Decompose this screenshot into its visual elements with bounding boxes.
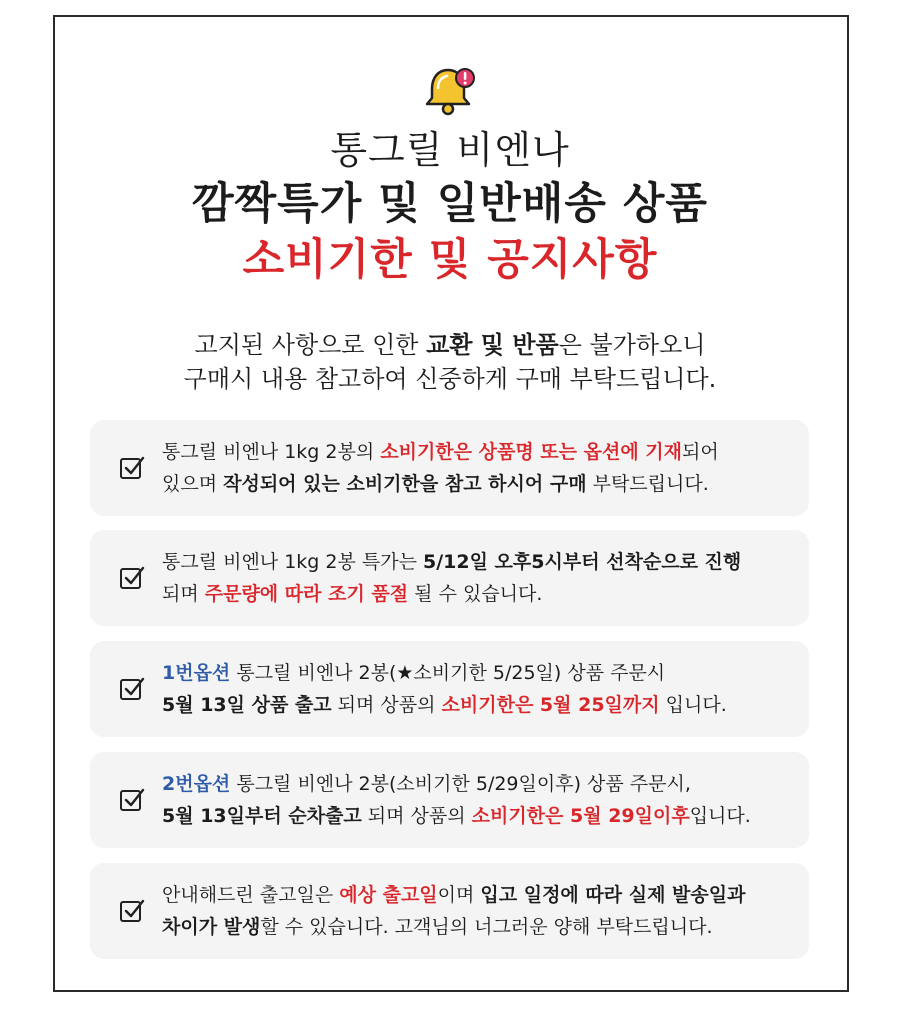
option-label: 1번옵션 — [162, 662, 231, 684]
text-bold: 차이가 발생 — [162, 916, 261, 938]
checkbox-icon — [118, 454, 146, 482]
text-part: 입니다. — [689, 805, 751, 827]
intro-text — [0, 328, 900, 396]
checkbox-icon — [118, 675, 146, 703]
text-part: 되며 — [162, 583, 205, 605]
notice-text — [162, 879, 802, 943]
text-highlight: 예상 출고일 — [339, 884, 438, 906]
notice-line — [162, 436, 802, 468]
notice-text — [162, 546, 802, 610]
checkbox-icon — [118, 897, 146, 925]
notice-card-1 — [90, 420, 809, 516]
text-part: 할 수 있습니다. 고객님의 너그러운 양해 부탁드립니다. — [260, 916, 713, 938]
notice-card-2 — [90, 530, 809, 626]
text-bold: 입고 일정에 따라 실제 발송일과 — [480, 884, 746, 906]
text-part: 안내해드린 출고일은 — [162, 884, 340, 906]
notice-line — [162, 911, 802, 943]
intro-line-1 — [0, 328, 900, 362]
notice-text — [162, 436, 802, 500]
text-highlight: 소비기한은 5월 29일이후 — [471, 805, 690, 827]
notice-line — [162, 657, 802, 689]
text-part: 입니다. — [659, 694, 727, 716]
text-part: 되어 — [682, 441, 719, 463]
text-bold: 작성되어 있는 소비기한을 참고 하시어 구매 — [223, 473, 587, 495]
text-part: 통그릴 비엔나 2봉(★소비기한 5/25일) 상품 주문시 — [230, 662, 666, 684]
notice-line — [162, 468, 802, 500]
intro-highlight: 교환 및 반품 — [426, 331, 559, 359]
notice-card-4 — [90, 752, 809, 848]
notice-text — [162, 657, 802, 721]
text-part: 이며 — [437, 884, 481, 906]
text-highlight: 주문량에 따라 조기 품절 — [204, 583, 409, 605]
notice-line — [162, 800, 802, 832]
title-subject: 깜짝특가 및 일반배송 상품 — [192, 179, 708, 229]
notice-card-3 — [90, 641, 809, 737]
notice-line — [162, 879, 802, 911]
checkbox-icon — [118, 786, 146, 814]
intro-text-part: 고지된 사항으로 인한 — [194, 331, 427, 359]
text-part: 통그릴 비엔나 1kg 2봉의 — [162, 441, 381, 463]
text-part: 통그릴 비엔나 2봉(소비기한 5/29일이후) 상품 주문시, — [230, 773, 691, 795]
text-highlight: 소비기한은 상품명 또는 옵션에 기재 — [380, 441, 683, 463]
bell-alert-icon — [423, 64, 477, 118]
text-part: 되며 상품의 — [331, 694, 442, 716]
text-bold: 5월 13일 상품 출고 — [162, 694, 332, 716]
notice-line — [162, 768, 802, 800]
notice-line — [162, 689, 802, 721]
text-part: 있으며 — [162, 473, 224, 495]
intro-text-part: 은 불가하오니 — [558, 331, 706, 359]
intro-line-2: 구매시 내용 참고하여 신중하게 구매 부탁드립니다. — [183, 365, 717, 393]
text-part: 부탁드립니다. — [586, 473, 709, 495]
title-product: 통그릴 비엔나 — [330, 128, 570, 172]
text-part: 되며 상품의 — [361, 805, 472, 827]
notice-line — [162, 546, 802, 578]
text-bold: 5월 13일부터 순차출고 — [162, 805, 362, 827]
text-part: 될 수 있습니다. — [408, 583, 543, 605]
option-label: 2번옵션 — [162, 773, 231, 795]
notice-card-5 — [90, 863, 809, 959]
text-highlight: 소비기한은 5월 25일까지 — [441, 694, 660, 716]
title-notice: 소비기한 및 공지사항 — [242, 235, 658, 285]
text-part: 통그릴 비엔나 1kg 2봉 특가는 — [162, 551, 423, 573]
checkbox-icon — [118, 564, 146, 592]
text-bold: 5/12일 오후5시부터 선착순으로 진행 — [422, 551, 742, 573]
notice-text — [162, 768, 802, 832]
notice-line — [162, 578, 802, 610]
